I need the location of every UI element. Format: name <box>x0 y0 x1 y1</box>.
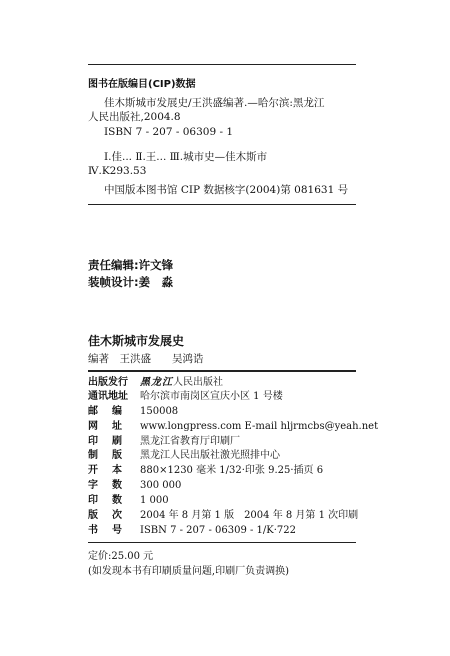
detail-value: 1 000 <box>140 495 169 506</box>
detail-row <box>88 525 296 537</box>
cip-heading: 图书在版编目(CIP)数据 <box>88 79 196 90</box>
cip-record-number: 中国版本图书馆 CIP 数据核字(2004)第 081631 号 <box>104 184 349 196</box>
quality-notice: (如发现本书有印刷质量问题,印刷厂负责调换) <box>88 566 289 577</box>
detail-row <box>88 480 181 492</box>
detail-key: 出版发行 <box>88 377 128 388</box>
detail-row <box>88 495 169 507</box>
detail-key: 印数 <box>88 495 136 506</box>
cip-bottom-rule <box>88 204 356 205</box>
detail-row <box>88 377 223 389</box>
detail-key: 字数 <box>88 480 136 491</box>
detail-value: 2004 年 8 月第 1 版 2004 年 8 月第 1 次印刷 <box>140 510 359 521</box>
detail-row <box>88 436 240 448</box>
press-logo: 黑龙江 <box>140 377 173 388</box>
detail-value: 哈尔滨市南岗区宣庆小区 1 号楼 <box>140 391 283 402</box>
detail-value: 黑龙江人民出版社 <box>140 377 223 388</box>
detail-key: 邮编 <box>88 406 136 417</box>
cip-isbn: ISBN 7 - 207 - 06309 - 1 <box>104 126 234 138</box>
details-top-rule <box>88 370 356 372</box>
cip-line-1: 佳木斯城市发展史/王洪盛编著.—哈尔滨:黑龙江 <box>104 97 325 109</box>
detail-key: 开本 <box>88 465 136 476</box>
detail-key: 通讯地址 <box>88 391 128 402</box>
details-bottom-rule <box>88 542 356 543</box>
detail-value: ISBN 7 - 207 - 06309 - 1/K·722 <box>140 525 297 536</box>
detail-key: 网址 <box>88 421 136 432</box>
detail-key: 制版 <box>88 450 136 461</box>
detail-row <box>88 391 283 403</box>
cip-classification: Ⅰ.佳... Ⅱ.王... Ⅲ.城市史—佳木斯市 <box>104 151 268 163</box>
detail-value: www.longpress.com E-mail hljrmcbs@yeah.net <box>140 421 379 432</box>
cip-line-2: 人民出版社,2004.8 <box>88 111 181 123</box>
detail-value: 150008 <box>140 406 179 417</box>
detail-key: 书号 <box>88 525 136 536</box>
price: 定价:25.00 元 <box>88 551 154 562</box>
detail-key: 版次 <box>88 510 136 521</box>
detail-row <box>88 421 378 433</box>
book-authors: 编著 王洪盛 吴鸿诰 <box>88 353 204 365</box>
detail-row <box>88 465 323 477</box>
cover-designer: 装帧设计:姜 淼 <box>88 275 174 289</box>
detail-value: 880×1230 毫米 1/32·印张 9.25·插页 6 <box>140 465 324 476</box>
detail-value: 300 000 <box>140 480 182 491</box>
detail-row <box>88 450 280 462</box>
responsible-editor: 责任编辑:许文锋 <box>88 258 174 272</box>
cip-top-rule <box>88 64 356 65</box>
detail-value: 黑龙江人民出版社激光照排中心 <box>140 450 280 461</box>
book-title: 佳木斯城市发展史 <box>88 334 185 348</box>
cip-call-number: Ⅳ.K293.53 <box>88 165 147 177</box>
detail-value: 黑龙江省教育厅印刷厂 <box>140 436 240 447</box>
detail-key: 印刷 <box>88 436 136 447</box>
detail-row <box>88 510 358 522</box>
detail-row <box>88 406 178 418</box>
